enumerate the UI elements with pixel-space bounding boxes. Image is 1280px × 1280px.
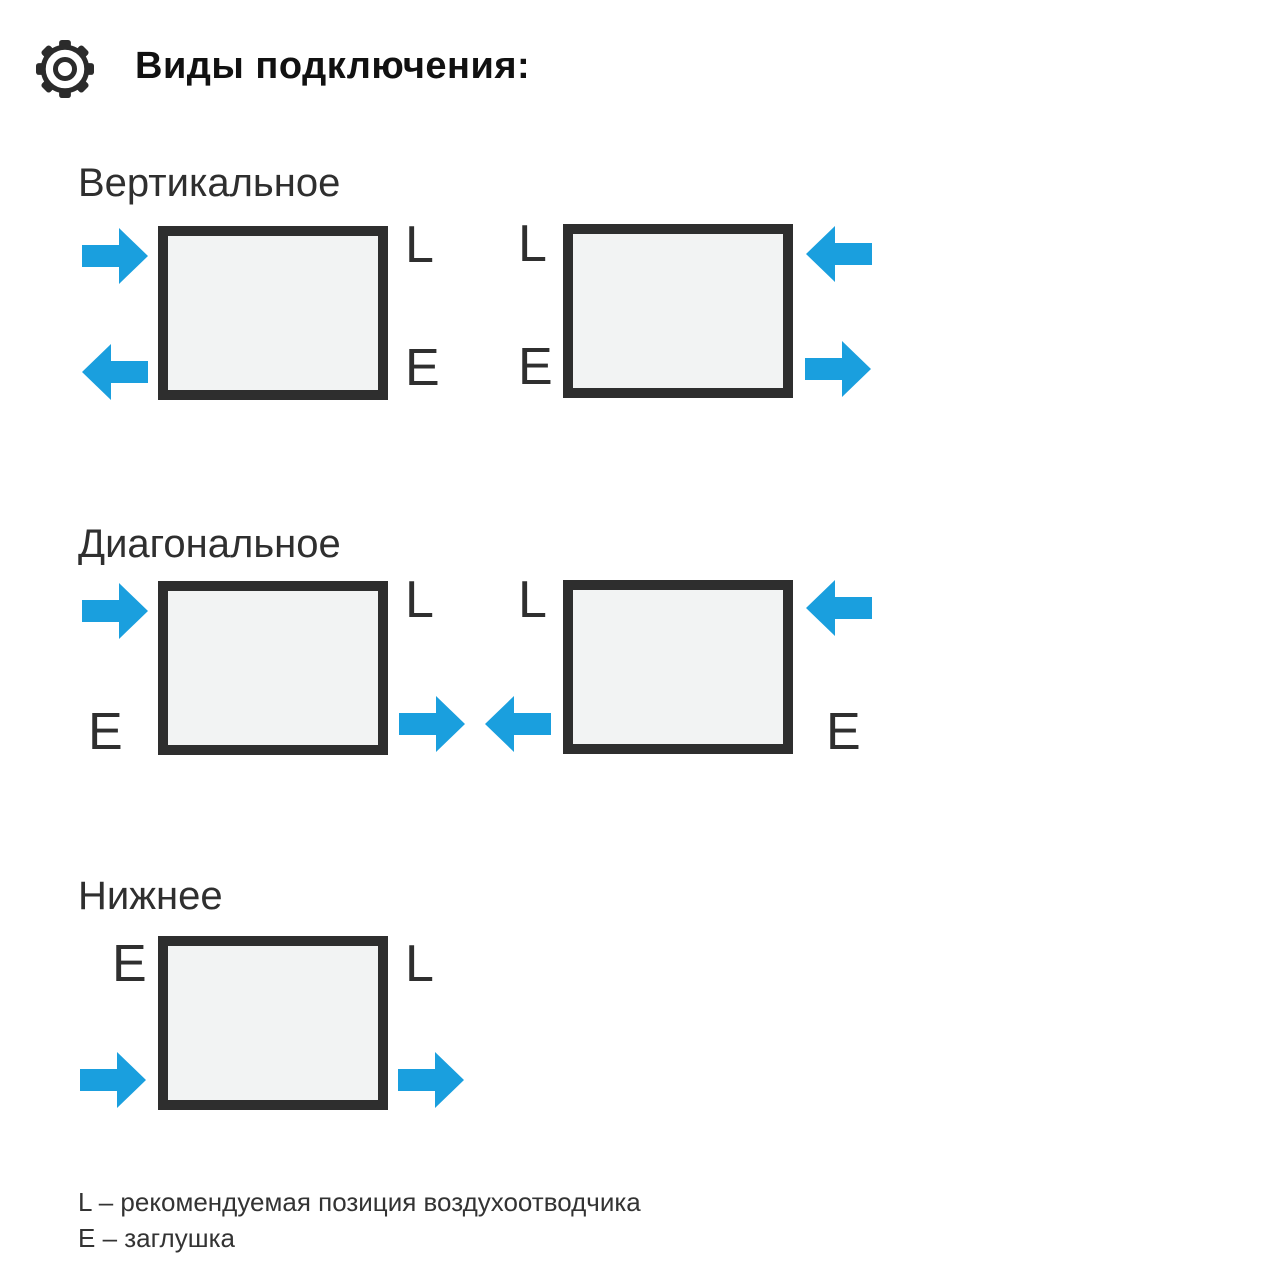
port-label-L: L <box>405 216 434 274</box>
port-label-E: E <box>826 703 861 761</box>
radiator-body <box>158 226 388 400</box>
radiator-body <box>158 581 388 755</box>
section-title-diagonal: Диагональное <box>78 522 341 566</box>
radiator-body <box>158 936 388 1110</box>
port-label-L: L <box>518 571 547 629</box>
port-label-L: L <box>405 935 434 993</box>
radiator-body <box>563 224 793 398</box>
port-label-E: E <box>88 703 123 761</box>
arrow-left-icon <box>806 226 872 282</box>
arrow-right-icon <box>805 341 871 397</box>
port-label-E: E <box>405 339 440 397</box>
legend-line-L: L – рекомендуемая позиция воздухоотводчика <box>78 1187 641 1217</box>
arrow-left-icon <box>806 580 872 636</box>
port-label-E: E <box>112 935 147 993</box>
arrow-left-icon <box>485 696 551 752</box>
radiator-body <box>563 580 793 754</box>
legend-line-E: E – заглушка <box>78 1223 235 1253</box>
arrow-right-icon <box>398 1052 464 1108</box>
section-title-bottom: Нижнее <box>78 874 223 918</box>
port-label-E: E <box>518 338 553 396</box>
section-title-vertical: Вертикальное <box>78 161 341 205</box>
port-label-L: L <box>405 571 434 629</box>
arrow-left-icon <box>82 344 148 400</box>
arrow-right-icon <box>82 583 148 639</box>
arrow-right-icon <box>82 228 148 284</box>
port-label-L: L <box>518 215 547 273</box>
page-title: Виды подключения: <box>135 45 531 87</box>
arrow-right-icon <box>80 1052 146 1108</box>
legend <box>78 1184 641 1256</box>
arrow-right-icon <box>399 696 465 752</box>
gear-icon <box>36 40 94 98</box>
